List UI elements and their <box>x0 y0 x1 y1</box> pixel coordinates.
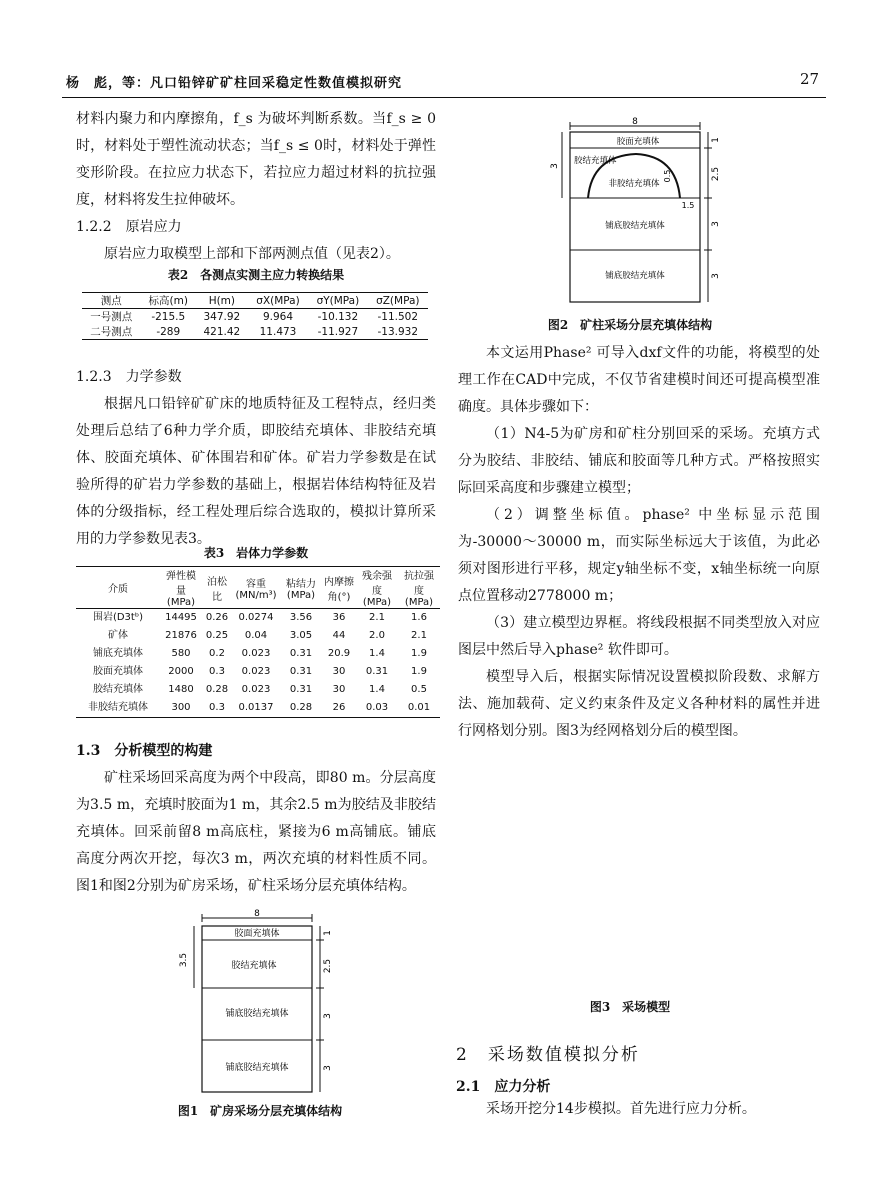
paragraph-failure-criterion: 材料内聚力和内摩擦角，f_s 为破坏判断系数。当f_s ≥ 0时，材料处于塑性流动状态；当f_s ≤ 0时，材料处于弹性变形阶段。在拉应力状态下，若拉应力超过材料的抗拉强度，材料将发生拉伸破坏。 <box>76 111 436 208</box>
fig2-layer-label: 胶结充填体 <box>574 156 617 166</box>
fig2-inner-dim: 0.5 <box>663 169 672 183</box>
table3 <box>76 566 440 718</box>
page-number: 27 <box>800 70 820 88</box>
table-cell: 36 <box>332 612 346 623</box>
table-cell: 0.31 <box>365 666 389 677</box>
section-1-2-2-heading: 1.2.2 原岩应力 <box>76 219 182 235</box>
section-2-1-heading: 2.1 应力分析 <box>456 1079 551 1095</box>
table-cell: 2.0 <box>369 630 385 641</box>
fig2-right-dim: 3 <box>711 273 721 279</box>
table-cell: 0.023 <box>241 684 271 695</box>
table-cell: -13.932 <box>368 324 428 340</box>
table-header: 抗拉强度(MPa) <box>398 567 440 609</box>
table-row <box>76 627 440 645</box>
table-header: 介质 <box>76 567 160 609</box>
table-cell: 1.9 <box>411 648 427 659</box>
table-cell: 26 <box>322 699 356 718</box>
table-cell: 一号测点 <box>90 311 133 323</box>
table-cell: 0.26 <box>205 612 229 623</box>
table-cell: 30 <box>332 666 346 677</box>
table-header: 测点 <box>82 293 141 309</box>
table-cell: -10.132 <box>317 310 359 323</box>
right-column-end <box>458 1096 820 1123</box>
paragraph-stress-analysis: 采场开挖分14步模拟。首先进行应力分析。 <box>486 1101 756 1117</box>
table-cell: 0.0137 <box>232 699 280 718</box>
fig2-layer-label: 铺底胶结充填体 <box>605 271 665 281</box>
table-header: 内摩擦角(°) <box>322 567 356 609</box>
table-cell: 0.31 <box>289 666 313 677</box>
table-cell: 300 <box>160 699 202 718</box>
fig1-right-dim: 1 <box>323 930 333 936</box>
table-cell: 1480 <box>168 684 194 695</box>
fig1-layer-label: 铺底胶结充填体 <box>225 1063 289 1073</box>
paragraph-step-1: （1）N4-5为矿房和矿柱分别回采的采场。充填方式分为胶结、非胶结、铺底和胶面等几种方式。严格按照实际回采高度和步骤建立模型； <box>458 426 820 496</box>
table-cell: 14495 <box>165 612 197 623</box>
figure1-caption: 图1 矿房采场分层充填体结构 <box>177 1104 343 1118</box>
left-column-2 <box>76 364 436 553</box>
fig1-layer-label: 铺底胶结充填体 <box>225 1009 289 1019</box>
fig1-layer-label: 胶面充填体 <box>234 929 280 939</box>
table-cell: 围岩(D3tᵇ) <box>92 612 144 623</box>
paragraph-meshing: 模型导入后，根据实际情况设置模拟阶段数、求解方法、施加载荷、定义约束条件及定义各种材料的属性并进行网格划分别。图3为经网格划分后的模型图。 <box>458 669 820 739</box>
paragraph-step-3: （3）建立模型边界框。将线段根据不同类型放入对应图层中然后导入phase² 软件即可。 <box>458 615 820 658</box>
table-cell: -289 <box>141 324 196 340</box>
table-cell: 2.1 <box>411 630 427 641</box>
table-cell: 580 <box>171 648 191 659</box>
fig2-layer-label: 胶面充填体 <box>616 137 660 147</box>
table-row <box>82 309 428 325</box>
fig1-right-dim: 2.5 <box>323 958 333 974</box>
table-header: 容重(MN/m³) <box>232 567 280 609</box>
table-row <box>82 324 428 340</box>
right-column <box>458 340 820 745</box>
table2 <box>82 292 428 340</box>
table-header: 泊松比 <box>202 567 232 609</box>
table3-header-row <box>76 567 440 609</box>
table-cell: 21876 <box>165 630 197 641</box>
table-cell: 0.04 <box>244 630 268 641</box>
fig2-layer-label: 非胶结充填体 <box>608 179 660 189</box>
table-cell: 0.3 <box>209 666 225 677</box>
table-cell: 0.25 <box>205 630 229 641</box>
table-cell: 44 <box>332 630 346 641</box>
running-header: 杨 彪，等：凡口铅锌矿矿柱回采稳定性数值模拟研究 <box>66 76 403 91</box>
table-cell: 11.473 <box>248 324 308 340</box>
table-row <box>76 645 440 663</box>
fig2-layer-label: 铺底胶结充填体 <box>605 221 665 231</box>
table-cell: 0.023 <box>241 648 271 659</box>
header-rule <box>62 97 826 98</box>
paragraph-phase2-intro: 本文运用Phase² 可导入dxf文件的功能，将模型的处理工作在CAD中完成，不仅节省建模时间还可提高模型准确度。具体步骤如下： <box>458 345 820 415</box>
left-column <box>76 106 436 268</box>
table-cell: 0.01 <box>398 699 440 718</box>
table-cell: 421.42 <box>196 324 248 340</box>
figure3-caption: 图3 采场模型 <box>589 1000 671 1014</box>
table-row <box>76 663 440 681</box>
table-cell: 矿体 <box>108 630 128 641</box>
table-cell: 1.6 <box>411 612 427 623</box>
table-cell: 铺底充填体 <box>93 648 143 659</box>
table-cell: 3.56 <box>289 612 313 623</box>
table-header: σZ(MPa) <box>368 293 428 309</box>
table-cell: 0.31 <box>289 648 313 659</box>
fig1-right-dim: 3 <box>323 1013 333 1019</box>
table-cell: -215.5 <box>151 310 186 323</box>
paragraph-initial-stress: 原岩应力取模型上部和下部两测点值（见表2）。 <box>104 246 400 262</box>
fig2-width-label: 8 <box>632 117 638 127</box>
paragraph-mechanical-params: 根据凡口铅锌矿矿床的地质特征及工程特点，经归类处理后总结了6种力学介质，即胶结充填体、非胶结充填体、胶面充填体、矿体围岩和矿体。矿岩力学参数是在试验所得的矿岩力学参数的基础上，根据岩体结构特征及岩体的分级指标，经工程处理后综合选取的，模拟计算所采用的力学参数见表3。 <box>76 396 436 547</box>
table-row <box>76 681 440 699</box>
table3-caption: 表3 岩体力学参数 <box>203 546 309 560</box>
table2-caption: 表2 各测点实测主应力转换结果 <box>167 268 345 282</box>
table-cell: 0.28 <box>205 684 229 695</box>
left-column-3 <box>76 738 436 900</box>
paragraph-step-2: （2）调整坐标值。phase² 中坐标显示范围为-30000～30000 m，而实际坐标远大于该值，为此必须对图形进行平移，规定y轴坐标不变，x轴坐标统一向原点位置移动2778000 m； <box>458 507 820 604</box>
table-cell: -11.502 <box>377 310 419 323</box>
table-header: σX(MPa) <box>248 293 308 309</box>
table-cell: -11.927 <box>308 324 367 340</box>
fig2-right-dim: 3 <box>711 221 721 227</box>
table-cell: 1.9 <box>411 666 427 677</box>
fig2-left-dim: 3 <box>550 163 560 169</box>
table-header: σY(MPa) <box>308 293 367 309</box>
figure1-diagram <box>150 908 350 1094</box>
table-cell: 30 <box>332 684 346 695</box>
figure2-diagram <box>548 116 728 306</box>
table-cell: 9.964 <box>262 310 294 323</box>
section-1-3-heading: 1.3 分析模型的构建 <box>76 743 213 759</box>
fig2-inner-dim: 1.5 <box>681 201 695 210</box>
table-row <box>76 609 440 628</box>
table-header: 标高(m) <box>141 293 196 309</box>
table-header: 残余强度(MPa) <box>356 567 398 609</box>
table-cell: 2.1 <box>369 612 385 623</box>
table-row <box>76 699 440 718</box>
table2-header-row <box>82 293 428 309</box>
table-cell: 胶结充填体 <box>93 684 143 695</box>
table-cell: 2000 <box>168 666 194 677</box>
table-header: 弹性模量(MPa) <box>160 567 202 609</box>
fig1-right-dim: 3 <box>323 1065 333 1071</box>
table-cell: 0.5 <box>411 684 427 695</box>
table-cell: 3.05 <box>289 630 313 641</box>
fig1-layer-label: 胶结充填体 <box>231 961 277 971</box>
table-cell: 1.4 <box>369 684 385 695</box>
table-cell: 20.9 <box>327 648 351 659</box>
table-cell: 0.023 <box>241 666 271 677</box>
table-cell: 0.3 <box>202 699 232 718</box>
fig1-width-label: 8 <box>254 909 260 919</box>
table-cell: 1.4 <box>369 648 385 659</box>
figure2-caption: 图2 矿柱采场分层充填体结构 <box>547 318 713 332</box>
table-cell: 0.31 <box>289 684 313 695</box>
table-cell: 347.92 <box>203 310 241 323</box>
fig2-right-dim: 1 <box>711 137 721 143</box>
section-2-heading: 2 采场数值模拟分析 <box>456 1045 640 1065</box>
table-header: H(m) <box>196 293 248 309</box>
table-cell: 0.2 <box>209 648 225 659</box>
table-cell: 0.0274 <box>238 612 274 623</box>
table-cell: 胶面充填体 <box>93 666 143 677</box>
section-1-2-3-heading: 1.2.3 力学参数 <box>76 369 182 385</box>
paragraph-model-construction: 矿柱采场回采高度为两个中段高，即80 m。分层高度为3.5 m，充填时胶面为1 m，其余2.5 m为胶结及非胶结充填体。回采前留8 m高底柱，紧接为6 m高铺底。铺底高度分两次开挖，每次3 m，两次充填的材料性质不同。图1和图2分别为矿房采场，矿柱采场分层充填体结构。 <box>76 770 436 894</box>
table-cell: 0.03 <box>356 699 398 718</box>
table-cell: 0.28 <box>280 699 322 718</box>
table-header: 粘结力(MPa) <box>280 567 322 609</box>
table-cell: 二号测点 <box>82 324 141 340</box>
fig1-left-dim: 3.5 <box>179 952 189 968</box>
table-cell: 非胶结充填体 <box>76 699 160 718</box>
fig2-right-dim: 2.5 <box>711 166 721 182</box>
